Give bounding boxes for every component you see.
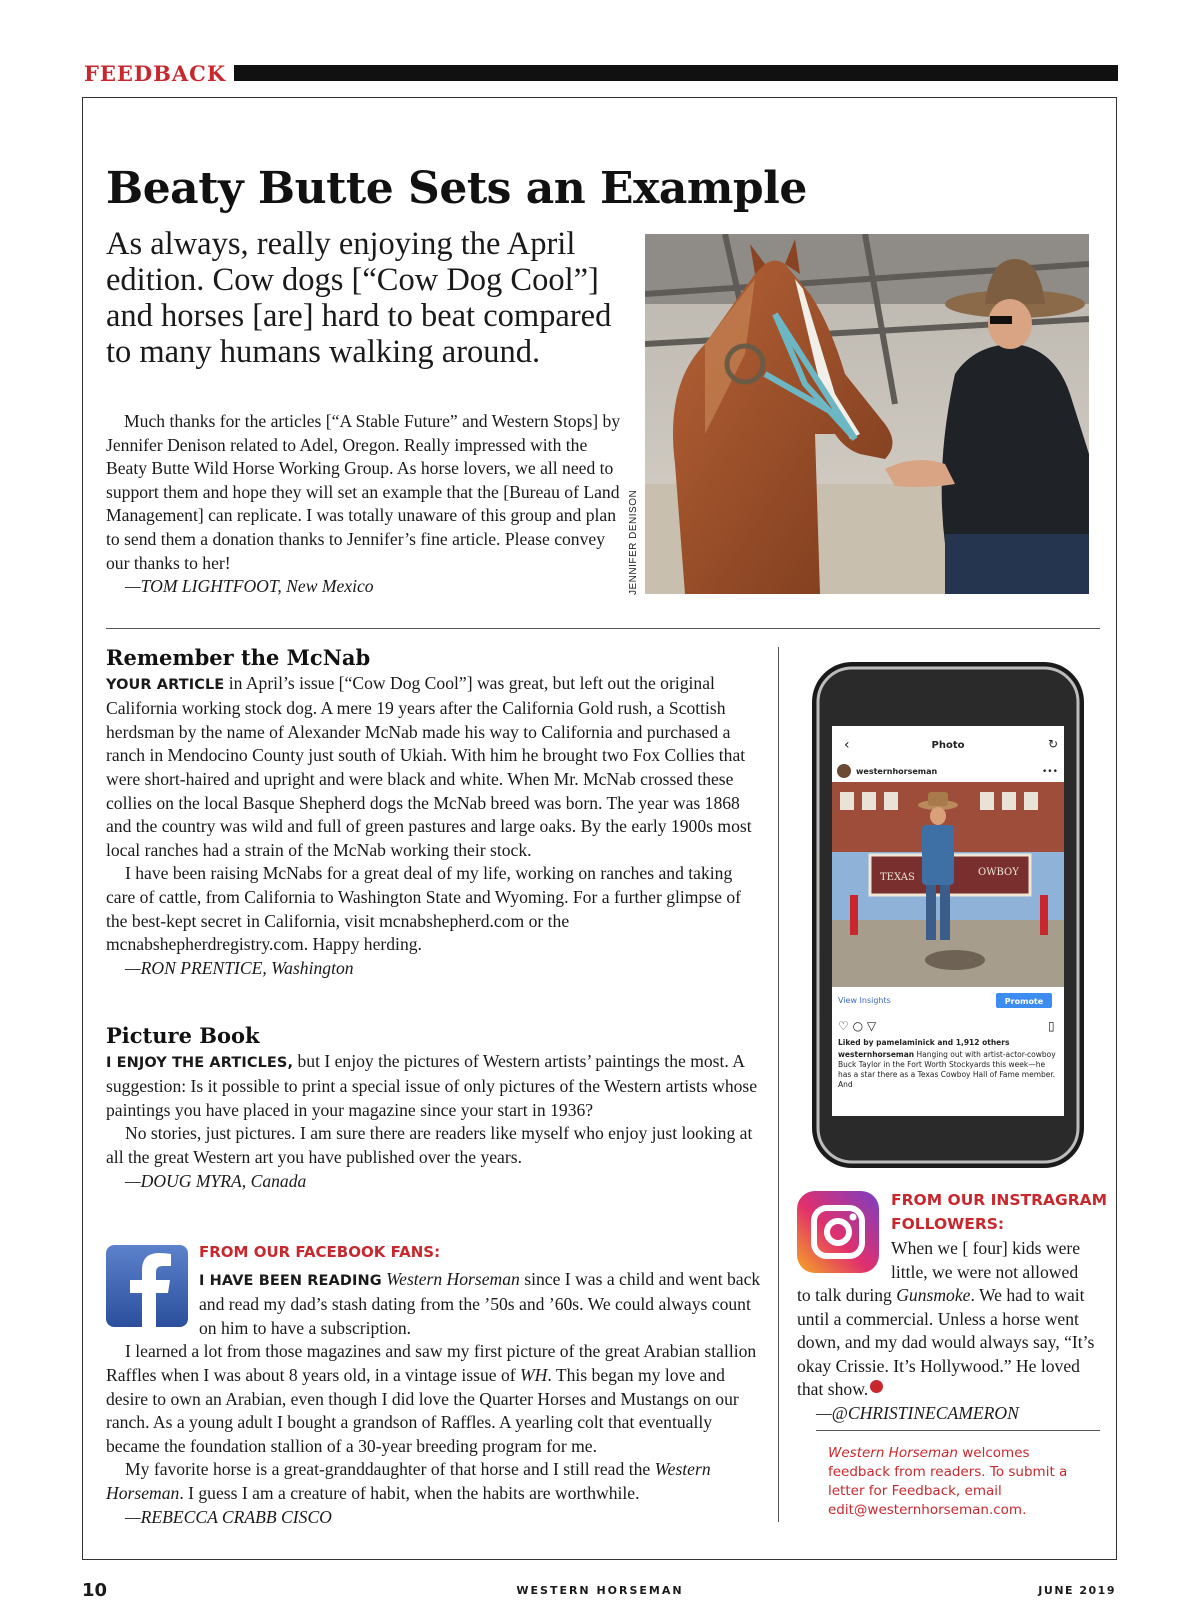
facebook-text-2b: . This began my love and desire to own an Arabian, even though I did love the Quarter Horses and Mustangs on our ranch. As a young adult I bought a grandson of Raffles. A yearling colt that eventually became the foundation stallion of a 30-year breeding program for me. [106,1364,739,1456]
letter-title-picture-book: Picture Book [106,1023,260,1048]
letter-mcnab [106,646,762,980]
facebook-text-3a: My favorite horse is a great-granddaughter of that horse and I still read the [125,1459,655,1480]
horse-and-rider-image [645,234,1089,594]
main-letter [106,410,626,599]
facebook-heading: FROM OUR FACEBOOK FANS: [199,1243,441,1261]
facebook-text-2a: I learned a lot from those magazines and saw my first picture of the great Arabian stallion Raffles when I was about 8 years old, in a vintage issue of [106,1341,757,1385]
facebook-para-2 [106,1340,762,1458]
instagram-text-1: When we [ four] kids were little, we were not allowed [891,1238,1081,1282]
mcnab-text-1: in April’s issue [“Cow Dog Cool”] was great, but left out the original California working stock dog. A mere 19 years after the California Gold rush, a Scottish herdsman by the name of Alexander McNab made his way to California and purchased a ranch in Mendocino County just south of Ukiah. With him he brought two Fox Collies that were short-haired and upright and were black and white. When Mr. McNab crossed these collies on the local Basque Shepherd dogs the McNab breed was born. The year was 1868 and the country was wild and full of green pastures and large oaks. By the early 1900s most local ranches had a strain of the McNab working their stock. [106,672,752,860]
headline: Beaty Butte Sets an Example [106,163,807,214]
picturebook-text-1: but I enjoy the pictures of Western artists’ paintings the most. A suggestion: Is it possible to print a special issue of only pictures of the Western artists whose paintings you have placed in your magazine since your start in 1936? [106,1050,758,1120]
note-text: welcomes feedback from readers. To submit a letter for Feedback, email edit@westernhorseman.com. [828,1445,1068,1518]
submission-note [828,1444,1088,1520]
facebook-title-italic: Western Horseman [386,1268,520,1289]
facebook-italic-2: WH [520,1364,548,1385]
facebook-letter [106,1241,762,1529]
issue-date: JUNE 2019 [1038,1584,1116,1597]
horse-photo [645,234,1089,594]
svg-text:↻: ↻ [1048,737,1059,751]
mcnab-signature: —RON PRENTICE, Washington [125,957,354,978]
instagram-text-2b: . We had to wait until a commercial. Unless a horse went down, and my dad would always say, “It’s okay Crissie. It’s Hollywood.” He loved that show. [797,1285,1095,1400]
instagram-signature: —@CHRISTINECAMERON [816,1403,1019,1423]
instagram-italic: Gunsmoke [896,1285,971,1305]
mcnab-para-1 [106,672,762,863]
instagram-text-2 [797,1284,1109,1402]
facebook-text-1: since I was a child and went back and read my dad’s stash dating from the ’50s and ’60s. We could always count on him to have a subscription. [199,1268,761,1338]
section-label: FEEDBACK [84,60,227,86]
svg-text:•••: ••• [1042,767,1058,777]
picturebook-signature: —DOUG MYRA, Canada [125,1170,307,1191]
section-divider [106,628,1100,629]
facebook-para-1 [199,1268,762,1341]
phone-sign-left: TEXAS [880,872,915,883]
photo-credit: JENNIFER DENISON [628,489,639,595]
mcnab-lead: YOUR ARTICLE [106,676,225,693]
mcnab-para-2: I have been raising McNabs for a great deal of my life, working on ranches and taking care of cattle, from California to Washington State and Wyoming. For a further glimpse of the best-kept secret in California, visit mcnabshepherd.com or the mcnabshepherdregistry.com. Happy herding. [106,863,741,955]
facebook-italic-3: Western Horseman [106,1459,711,1503]
main-letter-body: Much thanks for the articles [“A Stable Future” and Western Stops] by Jennifer Denison related to Adel, Oregon. Really impressed with the Beaty Butte Wild Horse Working Group. As horse lovers, we all need to support them and hope they will set an example that the [Bureau of Land Management] can replicate. I was totally unaware of this group and plan to send them a donation thanks to Jennifer’s fine article. Please convey our thanks to her! [106,411,621,573]
wh-end-mark-icon [870,1380,883,1393]
note-rule [816,1430,1100,1431]
phone-screen-title: Photo [931,740,965,751]
phone-username: westernhorseman [856,767,938,776]
phone-mockup [810,660,1086,1170]
instagram-post-image [810,660,1086,1170]
facebook-para-3 [106,1458,762,1505]
column-divider [778,647,779,1522]
phone-caption-username: westernhorseman [838,1050,915,1059]
phone-sign-right: OWBOY [978,867,1019,878]
deck: As always, really enjoying the April edition. Cow dogs [“Cow Dog Cool”] and horses [are] hard to beat compared to many humans walking around. [106,226,612,370]
facebook-lead: I HAVE BEEN READING [199,1272,382,1289]
instagram-text-2a: to talk during [797,1285,897,1305]
picturebook-para-2: No stories, just pictures. I am sure there are readers like myself who enjoy just looking at all the great Western art you have published over the years. [106,1123,753,1167]
magazine-name: WESTERN HORSEMAN [516,1584,684,1597]
page-number: 10 [82,1580,108,1601]
letter-title-mcnab: Remember the McNab [106,645,371,670]
svg-text:‹: ‹ [844,737,850,753]
svg-text:♡ ○ ▽: ♡ ○ ▽ [838,1019,877,1033]
main-signature: —TOM LIGHTFOOT, New Mexico [125,576,374,597]
instagram-heading: FROM OUR INSTRAGRAM FOLLOWERS: [891,1191,1108,1233]
section-header [84,60,1118,86]
phone-promote: Promote [1004,997,1044,1006]
header-rule [234,65,1118,81]
instagram-icon [797,1191,879,1273]
facebook-text-3b: . I guess I am a creature of habit, when the habits are worthwhile. [179,1482,640,1503]
facebook-signature: —REBECCA CRABB CISCO [125,1506,332,1527]
phone-view-insights: View Insights [838,996,891,1005]
letter-picture-book [106,1024,762,1193]
phone-likes: Liked by pamelaminick and 1,912 others [838,1038,1010,1047]
picturebook-lead: I ENJOY THE ARTICLES, [106,1054,294,1071]
svg-text:▯: ▯ [1048,1019,1055,1033]
picturebook-para-1 [106,1050,762,1123]
facebook-icon [106,1245,188,1327]
phone-caption: Hanging out with artist-actor-cowboy Buck Taylor in the Fort Worth Stockyards this week—he has a star there as a Texas Cowboy Hall of Fame member. And [838,1050,1056,1089]
note-italic: Western Horseman [828,1445,958,1461]
